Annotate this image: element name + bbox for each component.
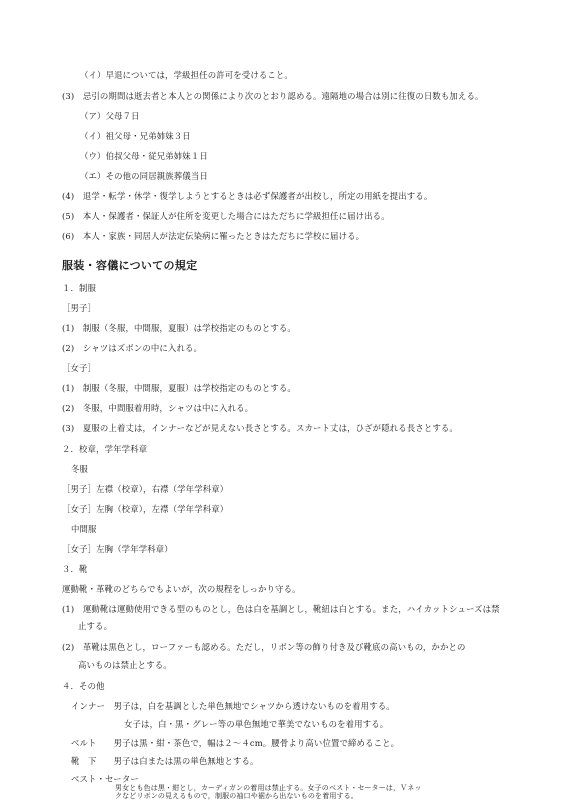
sneakers-rule: (1) 運動靴は運動使用できる型のものとし，色は白を基調とし，靴紐は白とする。また，ハイカットシューズは禁 — [62, 604, 500, 614]
bereavement-other: （エ）その他の同居親族葬儀当日 — [80, 171, 208, 181]
label-vest-sweater: ベスト・セーター — [71, 774, 139, 784]
label-boys: ［男子］ — [62, 303, 97, 313]
section-title: 服装・容儀についての規定 — [62, 259, 198, 272]
heading-other: ４．その他 — [62, 681, 105, 691]
boys-shirt-rule: (2) シャツはズボンの中に入れる。 — [62, 343, 203, 353]
belt-rule: ベルト 男子は黒・紺・茶色で，幅は２～４cm。腰骨より高い位置で締めること。 — [71, 738, 400, 748]
girls-uniform-rule: (1) 制服（冬服，中間服，夏服）は学校指定のものとする。 — [62, 383, 296, 393]
heading-uniform: １．制服 — [62, 283, 97, 293]
label-midseason: 中間服 — [71, 524, 97, 534]
vest-sweater-rule-cont: クなどリボンの見えるもので，制服の袖口や裾から出ないものを着用する。 — [115, 792, 358, 800]
early-leave-rule: （イ）早退については，学級担任の許可を受けること。 — [80, 70, 293, 80]
heading-badges: ２．校章，学年学科章 — [62, 444, 148, 454]
heading-shoes: ３．靴 — [62, 564, 88, 574]
girls-badge-rule: ［女子］左胸（校章），左襟（学年学科章） — [62, 504, 229, 514]
girls-mid-badge-rule: ［女子］左胸（学年学科章） — [62, 544, 173, 554]
bereavement-grandparents: （イ）祖父母・兄弟姉妹３日 — [80, 131, 191, 141]
innerwear-boys-rule: インナー 男子は，白を基調とした単色無地でシャツから透けないものを着用する。 — [71, 701, 395, 711]
bereavement-parents: （ア）父母７日 — [80, 111, 140, 121]
label-girls: ［女子］ — [62, 363, 97, 373]
socks-rule: 靴 下 男子は白または黒の単色無地とする。 — [71, 756, 259, 766]
boys-badge-rule: ［男子］左襟（校章），右襟（学年学科章） — [62, 484, 229, 494]
infection-rule: (6) 本人・家族・同居人が法定伝染病に罹ったときはただちに学校に届ける。 — [62, 231, 365, 241]
sneakers-rule-cont: 止する。 — [78, 621, 113, 631]
boys-uniform-rule: (1) 制服（冬服，中間服，夏服）は学校指定のものとする。 — [62, 323, 296, 333]
leather-shoes-rule-cont: 高いものは禁止とする。 — [78, 660, 172, 670]
leather-shoes-rule: (2) 革靴は黒色とし，ローファーも認める。ただし，リボン等の飾り付き及び靴底の高いもの，かかとの — [62, 642, 466, 652]
address-change-rule: (5) 本人・保護者・保証人が住所を変更した場合にはただちに学級担任に届け出る。 — [62, 211, 390, 221]
shoes-intro: 運動靴・革靴のどちらでもよいが，次の規程をしっかり守る。 — [62, 584, 301, 594]
label-winter: 冬服 — [71, 464, 89, 474]
girls-length-rule: (3) 夏服の上着丈は，インナーなどが見えない長さとする。スカート丈は，ひざが隠れる長さとする。 — [62, 423, 458, 433]
vest-sweater-rule: 男女とも色は黒・紺とし，カーディガンの着用は禁止する。女子のベスト・セーターは，Ｖネッ — [115, 784, 422, 792]
withdrawal-rule: (4) 退学・転学・休学・復学しようとするときは必ず保護者が出校し，所定の用紙を提出する。 — [62, 191, 433, 201]
bereavement-rule: (3) 忌引の期間は逝去者と本人との関係により次のとおり認める。遠隔地の場合は別に往復の日数も加える。 — [62, 91, 484, 101]
girls-shirt-rule: (2) 冬服，中間服着用時，シャツは中に入れる。 — [62, 403, 254, 413]
bereavement-relatives: （ウ）伯叔父母・従兄弟姉妹１日 — [80, 151, 208, 161]
innerwear-girls-rule: 女子は，白・黒・グレー等の単色無地で華美でないものを着用する。 — [124, 719, 389, 729]
